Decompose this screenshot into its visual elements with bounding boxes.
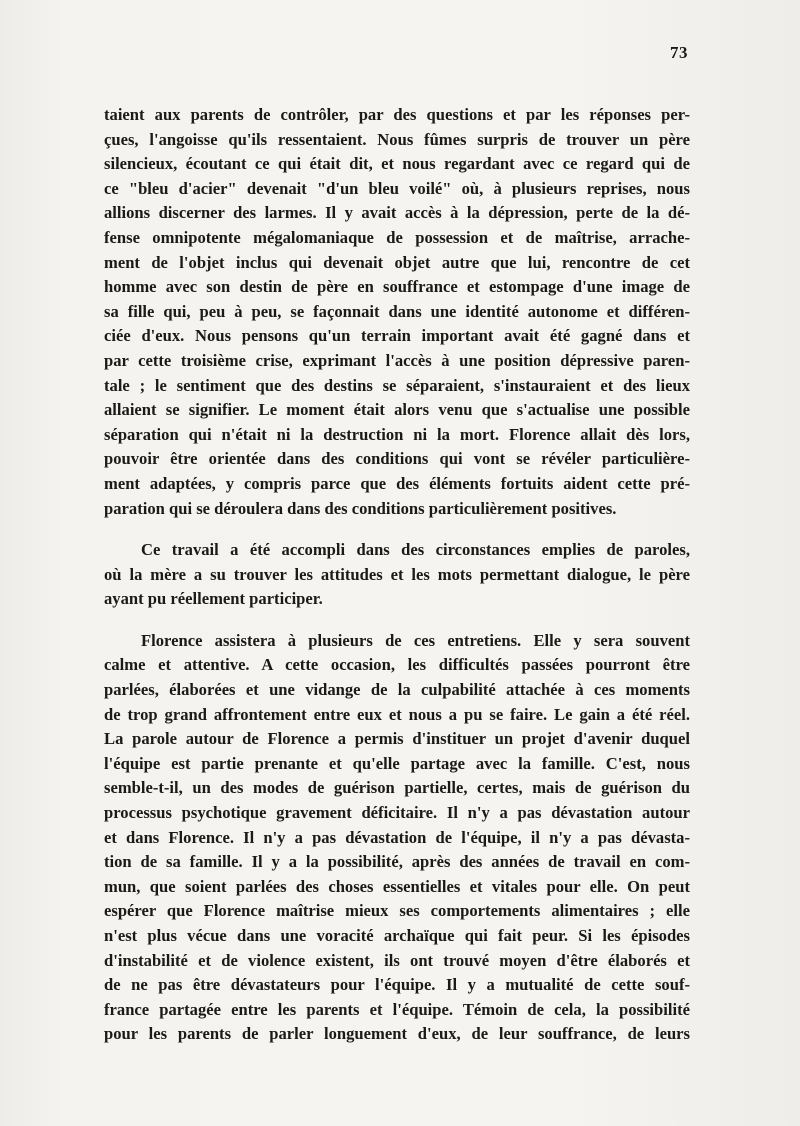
text-line: ayant pu réellement participer. [104, 589, 323, 609]
text-line: n'est plus vécue dans une voracité archaïque qui fait peur. Si les épisodes [104, 926, 690, 945]
text-line: La parole autour de Florence a permis d'instituer un projet d'avenir duquel [104, 729, 690, 749]
text-line: taient aux parents de contrôler, par des questions et par les réponses per- [104, 105, 690, 124]
text-line: paration qui se déroulera dans des conditions particulièrement positives. [104, 498, 617, 518]
text-line: Florence assistera à plusieurs de ces entretiens. Elle y sera souvent [141, 630, 690, 650]
text-line: ment de l'objet inclus qui devenait objet autre que lui, rencontre de cet [104, 252, 690, 272]
text-line: processus psychotique gravement déficitaire. Il n'y a pas dévastation autour [104, 803, 690, 823]
paragraph-gap [104, 612, 690, 629]
text-line: semble-t-il, un des modes de guérison partielle, certes, mais de guérison du [104, 778, 690, 798]
page-number: 73 [670, 43, 688, 62]
paragraph-1 [104, 103, 690, 521]
text-line: ment adaptées, y compris parce que des éléments fortuits aident cette pré- [104, 473, 690, 493]
text-line: de trop grand affrontement entre eux et nous a pu se faire. Le gain a été réel. [104, 704, 690, 724]
paragraph-2 [104, 538, 690, 612]
text-line: allions discerner des larmes. Il y avait accès à la dépression, perte de la dé- [104, 203, 690, 223]
text-line: pouvoir être orientée dans des conditions qui vont se révéler particulière- [104, 449, 690, 469]
text-line: et dans Florence. Il n'y a pas dévastation de l'équipe, il n'y a pas dévasta- [104, 827, 690, 847]
text-line: de ne pas être dévastateurs pour l'équipe. Il y a mutualité de cette souf- [104, 975, 690, 995]
text-line: homme avec son destin de père en souffrance et estompage d'une image de [104, 277, 690, 297]
text-line: espérer que Florence maîtrise mieux ses comportements alimentaires ; elle [104, 901, 690, 921]
text-line: séparation qui n'était ni la destruction ni la mort. Florence allait dès lors, [104, 424, 690, 444]
text-line: mun, que soient parlées des choses essentielles et vitales pour elle. On peut [104, 876, 690, 896]
text-line: l'équipe est partie prenante et qu'elle partage avec la famille. C'est, nous [104, 753, 690, 773]
text-line: ciée d'eux. Nous pensons qu'un terrain important avait été gagné dans et [104, 326, 690, 346]
text-line: ce "bleu d'acier" devenait "d'un bleu voilé" où, à plusieurs reprises, nous [104, 178, 690, 198]
text-line: tale ; le sentiment que des destins se séparaient, s'instauraient et des lieux [104, 375, 690, 395]
text-line: çues, l'angoisse qu'ils ressentaient. Nous fûmes surpris de trouver un père [104, 129, 690, 149]
paragraph-gap [104, 521, 690, 538]
text-line: france partagée entre les parents et l'équipe. Témoin de cela, la possibilité [104, 999, 690, 1019]
text-line: où la mère a su trouver les attitudes et les mots permettant dialogue, le père [104, 564, 690, 584]
text-line: silencieux, écoutant ce qui était dit, et nous regardant avec ce regard qui de [104, 154, 690, 174]
text-line: tion de sa famille. Il y a la possibilité, après des années de travail en com- [104, 852, 690, 872]
text-line: sa fille qui, peu à peu, se façonnait dans une identité autonome et différen- [104, 301, 690, 321]
text-line: allaient se signifier. Le moment était alors venu que s'actualise une possible [104, 400, 690, 420]
paragraph-3 [104, 629, 690, 1047]
text-line: d'instabilité et de violence existent, ils ont trouvé moyen d'être élaborés et [104, 950, 690, 970]
text-line: par cette troisième crise, exprimant l'accès à une position dépressive paren- [104, 350, 690, 370]
body-text [104, 103, 690, 1047]
text-line: calme et attentive. A cette occasion, les difficultés passées pourront être [104, 655, 690, 675]
text-line: Ce travail a été accompli dans des circonstances emplies de paroles, [141, 540, 690, 560]
text-line: pour les parents de parler longuement d'eux, de leur souffrance, de leurs [104, 1024, 690, 1044]
text-line: fense omnipotente mégalomaniaque de possession et de maîtrise, arrache- [104, 227, 690, 247]
text-line: parlées, élaborées et une vidange de la culpabilité attachée à ces moments [104, 680, 690, 700]
